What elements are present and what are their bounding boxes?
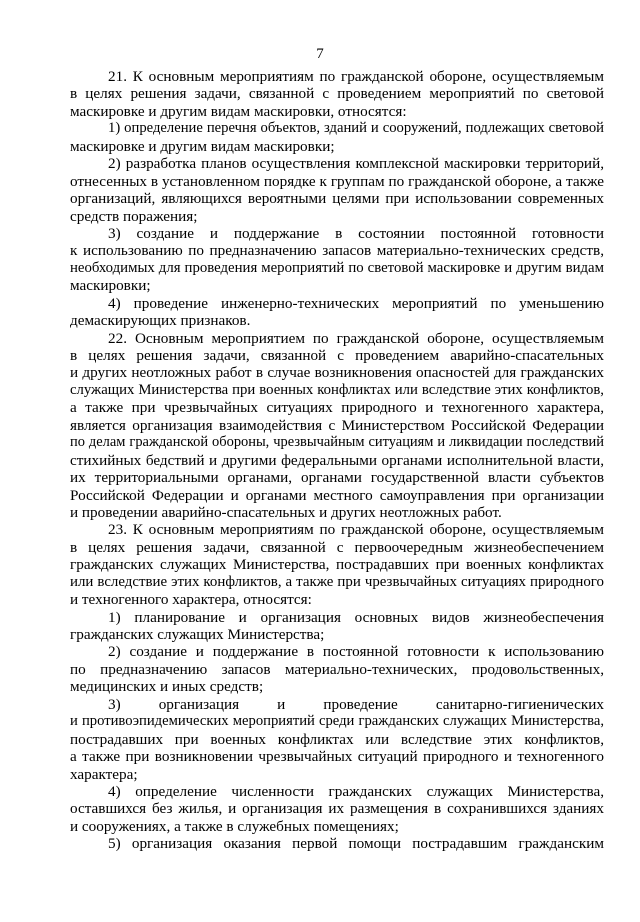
text-line: 4) проведение инженерно-технических мероприятий по уменьшению xyxy=(108,294,604,312)
text-line: а также при чрезвычайных ситуациях природного и техногенного характера, xyxy=(70,399,604,417)
text-line: в целях решения задачи, связанной с проведением мероприятий по световой xyxy=(70,85,604,103)
text-line: в целях решения задачи, связанной с проведением аварийно-спасательных xyxy=(70,347,604,364)
text-line: 1) планирование и организация основных видов жизнеобеспечения xyxy=(108,608,604,626)
text-line: и сооружениях, а также в служебных помещениях; xyxy=(70,817,399,835)
text-line: средств поражения; xyxy=(70,207,198,225)
text-line: 2) создание и поддержание в постоянной готовности к использованию xyxy=(108,643,604,661)
text-line: к использованию по предназначению запасов материально-технических средств, xyxy=(70,242,604,260)
text-line: 4) определение численности гражданских служащих Министерства, xyxy=(108,782,604,800)
text-line: 3) организация и проведение санитарно-гигиенических xyxy=(108,695,604,713)
text-line: 1) определение перечня объектов, зданий и сооружений, подлежащих световой xyxy=(108,120,604,137)
text-line: и техногенного характера, относятся: xyxy=(70,591,312,609)
text-line: гражданских служащих Министерства; xyxy=(70,626,325,643)
text-line: необходимых для проведения мероприятий по световой маскировке и другим видам xyxy=(70,259,604,276)
text-line: стихийных бедствий и другими федеральными органами исполнительной власти, xyxy=(70,451,604,469)
text-line: и проведении аварийно-спасательных и других неотложных работ. xyxy=(70,503,502,521)
text-line: маскировки; xyxy=(70,277,151,295)
text-line: является организация взаимодействия с Министерством Российской Федерации xyxy=(70,416,604,434)
text-line: их территориальными органами, органами государственной власти субъектов xyxy=(70,469,604,487)
text-line: 22. Основным мероприятием по гражданской обороне, осуществляемым xyxy=(108,329,604,347)
text-line: по делам гражданской обороны, чрезвычайным ситуациям и ликвидации последствий xyxy=(70,434,604,451)
text-line: 2) разработка планов осуществления комплексной маскировки территорий, xyxy=(108,155,604,173)
text-line: 23. К основным мероприятиям по гражданской обороне, осуществляемым xyxy=(108,521,604,539)
text-line: или вследствие этих конфликтов, а также при чрезвычайных ситуациях природного xyxy=(70,573,604,590)
text-line: медицинских и иных средств; xyxy=(70,678,264,696)
text-line: маскировке и другим видам маскировки; xyxy=(70,137,335,155)
page-number: 7 xyxy=(316,46,324,62)
text-line: служащих Министерства при военных конфликтах или вследствие этих конфликтов, xyxy=(70,381,604,398)
text-line: а также при возникновении чрезвычайных ситуаций природного и техногенного xyxy=(70,748,604,766)
text-line: 3) создание и поддержание в состоянии постоянной готовности xyxy=(108,224,604,242)
text-line: и других неотложных работ в случае возникновения опасностей для гражданских xyxy=(70,364,604,382)
text-line: 5) организация оказания первой помощи пострадавшим гражданским xyxy=(108,835,604,853)
text-line: характера; xyxy=(70,765,138,783)
text-line: и противоэпидемических мероприятий среди гражданских служащих Министерства, xyxy=(70,713,604,730)
text-line: оставшихся без жилья, и организация их размещения в сохранившихся зданиях xyxy=(70,800,604,818)
text-line: маскировке и другим видам маскировки, относятся: xyxy=(70,102,407,120)
text-line: организаций, являющихся вероятными целями при использовании современных xyxy=(70,190,604,208)
text-line: отнесенных в установленном порядке к группам по гражданской обороне, а также xyxy=(70,172,604,190)
text-line: Российской Федерации и органами местного самоуправления при организации xyxy=(70,486,604,504)
text-line: гражданских служащих Министерства, пострадавших при военных конфликтах xyxy=(70,556,604,574)
document-body xyxy=(70,68,604,853)
text-line: пострадавших при военных конфликтах или вследствие этих конфликтов, xyxy=(70,730,604,748)
text-line: по предназначению запасов материально-технических, продовольственных, xyxy=(70,660,604,678)
text-line: 21. К основным мероприятиям по гражданской обороне, осуществляемым xyxy=(108,68,604,85)
text-line: в целях решения задачи, связанной с первоочередным жизнеобеспечением xyxy=(70,538,604,556)
text-line: демаскирующих признаков. xyxy=(70,312,251,330)
